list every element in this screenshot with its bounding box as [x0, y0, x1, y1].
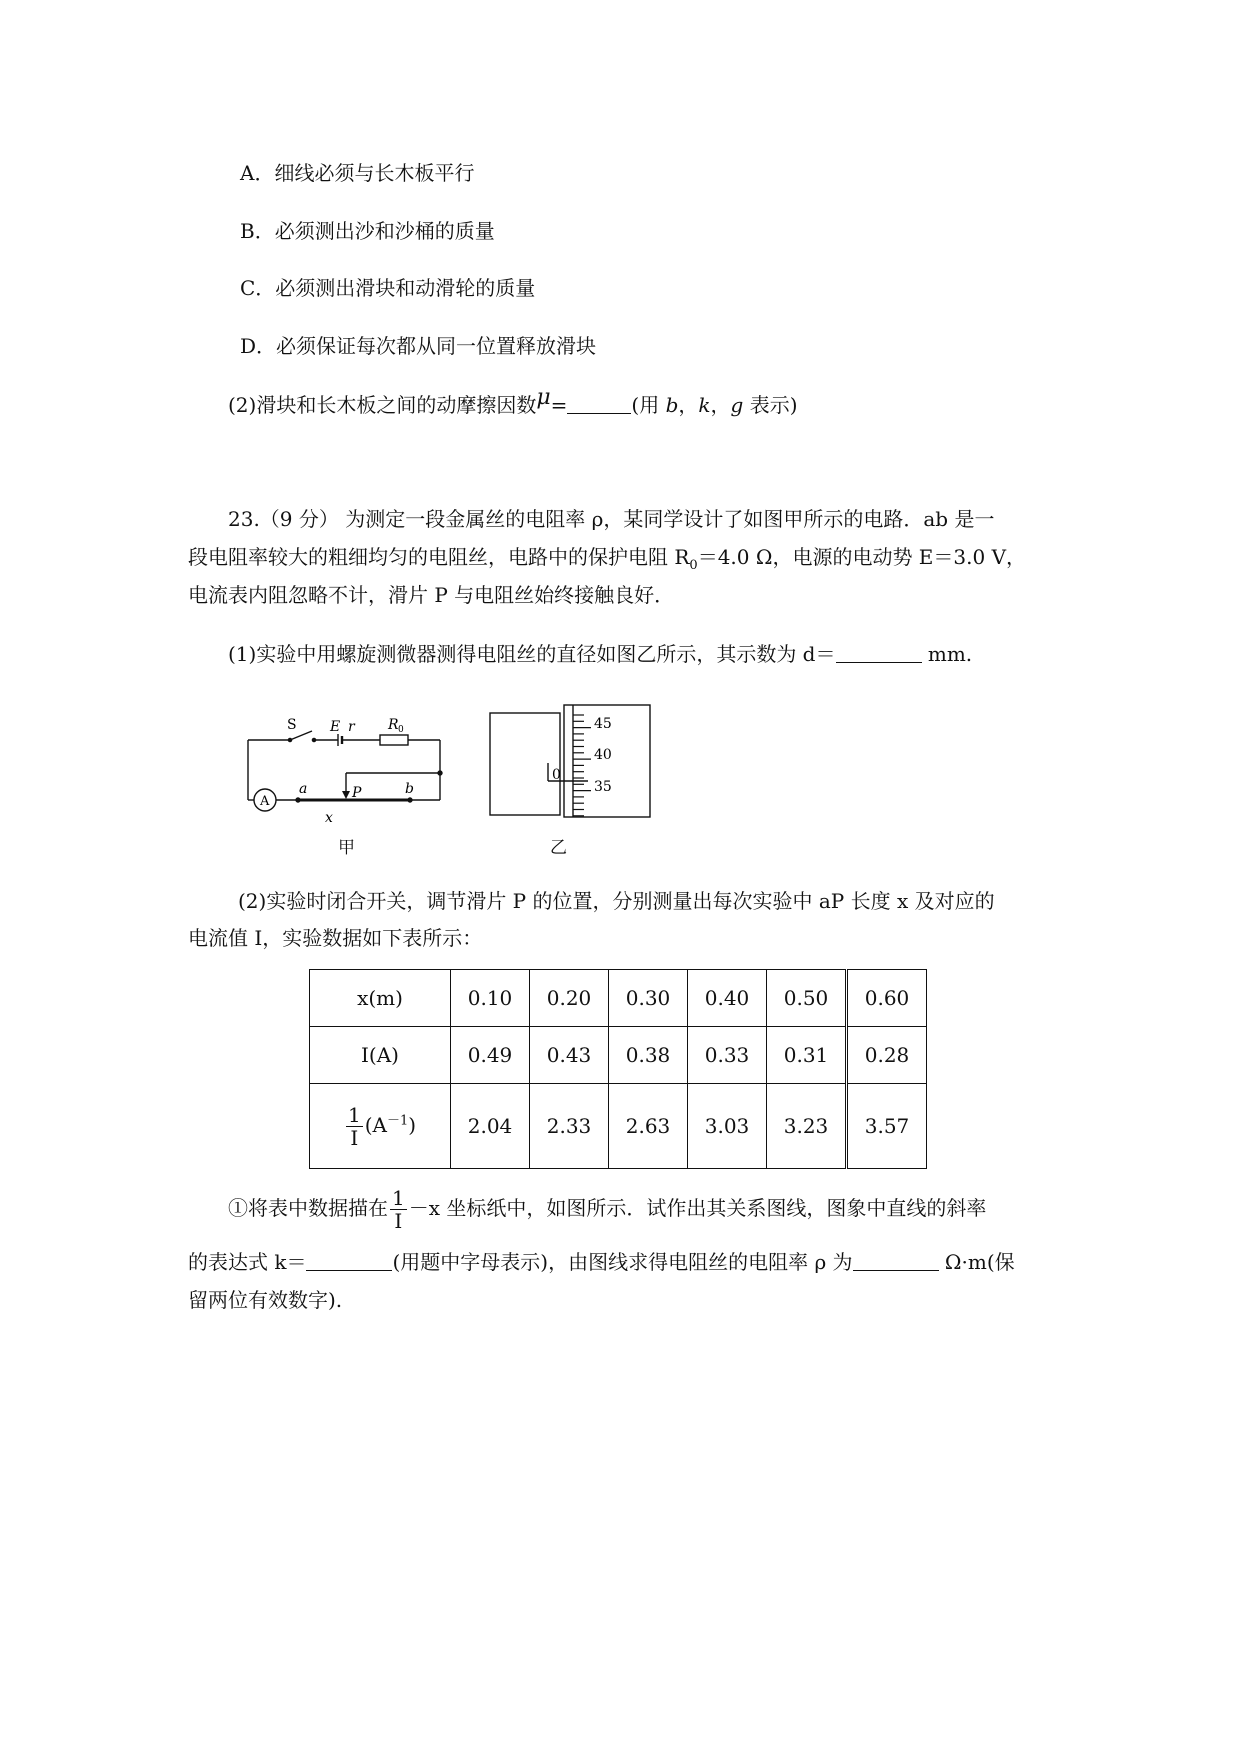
fraction-denominator: I — [394, 1209, 403, 1233]
label-e: E — [330, 719, 341, 735]
table-cell: 0.28 — [847, 1027, 927, 1084]
sleeve-zero-label: 0 — [552, 767, 561, 783]
label-a: a — [299, 781, 308, 797]
unit-text: (A — [364, 1112, 387, 1137]
label-p: P — [352, 785, 362, 801]
table-cell: 0.20 — [530, 970, 609, 1027]
tail-line1-a: ①将表中数据描在 — [228, 1196, 388, 1220]
table-cell: 0.40 — [688, 970, 767, 1027]
answer-blank-rho[interactable] — [853, 1252, 939, 1271]
var-b: b — [665, 393, 679, 417]
table-cell: 0.31 — [767, 1027, 847, 1084]
table-cell: 0.10 — [451, 970, 530, 1027]
label-r0-sub: 0 — [398, 725, 404, 735]
label-x: x — [325, 810, 333, 826]
fraction-numerator: 1 — [392, 1186, 405, 1210]
answer-blank-k[interactable] — [306, 1252, 392, 1271]
r0-subscript: 0 — [689, 558, 698, 573]
unit-close: ) — [408, 1112, 417, 1137]
q23-part1-b: mm. — [921, 642, 973, 666]
var-k: k — [698, 393, 711, 417]
option-a: A．细线必须与长木板平行 — [240, 161, 475, 185]
label-r: r — [348, 719, 355, 735]
option-c: C．必须测出滑块和动滑轮的质量 — [240, 276, 536, 300]
fraction-denominator: I — [350, 1125, 359, 1150]
separator: ， — [678, 393, 699, 417]
ammeter-symbol: A — [260, 794, 270, 809]
option-b: B．必须测出沙和沙桶的质量 — [240, 219, 495, 243]
thimble-label-35: 35 — [594, 779, 612, 795]
tail-line2-c: Ω·m(保 — [938, 1250, 1015, 1274]
table-cell: 3.23 — [767, 1084, 847, 1169]
q23-line2-b: ＝4.0 Ω，电源的电动势 E＝3.0 V， — [697, 545, 1027, 569]
q22-part2-text: (2)滑块和长木板之间的动摩擦因数 — [228, 393, 537, 417]
table-cell: 2.33 — [530, 1084, 609, 1169]
micrometer-diagram — [488, 703, 658, 818]
q23-part1 — [228, 642, 972, 666]
var-g: g — [730, 393, 744, 417]
option-d: D．必须保证每次都从同一位置释放滑块 — [240, 334, 597, 358]
tail-line2-b: (用题中字母表示)，由图线求得电阻丝的电阻率 ρ 为 — [392, 1250, 853, 1274]
table-cell: 3.03 — [688, 1084, 767, 1169]
caption-jia: 甲 — [338, 838, 355, 858]
unit-superscript: －1 — [386, 1112, 409, 1128]
table-header-inverse-i — [310, 1084, 451, 1169]
table-cell: 2.63 — [609, 1084, 688, 1169]
q23-part1-a: (1)实验中用螺旋测微器测得电阻丝的直径如图乙所示，其示数为 d＝ — [228, 642, 836, 666]
label-b: b — [405, 781, 414, 797]
label-r0: R — [388, 717, 399, 733]
table-cell: 0.30 — [609, 970, 688, 1027]
q23-line2-a: 段电阻率较大的粗细均匀的电阻丝，电路中的保护电阻 R — [188, 545, 690, 569]
equals-sign: = — [550, 393, 568, 417]
table-row — [310, 1084, 927, 1169]
table-cell: 3.57 — [847, 1084, 927, 1169]
q23-line2 — [188, 545, 1026, 578]
tail-line1 — [228, 1183, 986, 1233]
fraction-numerator: 1 — [347, 1102, 361, 1127]
q23-line3: 电流表内阻忽略不计，滑片 P 与电阻丝始终接触良好． — [188, 583, 675, 607]
table-row — [310, 970, 927, 1027]
mu-symbol: μ — [536, 385, 551, 410]
q23-part2-line2: 电流值 I，实验数据如下表所示： — [188, 926, 483, 950]
thimble-label-40: 40 — [594, 747, 612, 763]
table-cell: 0.49 — [451, 1027, 530, 1084]
table-cell: 0.43 — [530, 1027, 609, 1084]
q22-part2-close: 表示) — [743, 393, 798, 417]
q23-part2-line1: (2)实验时闭合开关，调节滑片 P 的位置，分别测量出每次实验中 aP 长度 x 及对应的 — [238, 889, 995, 913]
q22-part2 — [228, 385, 798, 418]
q22-part2-open: (用 — [631, 393, 666, 417]
fraction-one-over-i — [346, 1104, 363, 1149]
table-header-x: x(m) — [310, 970, 451, 1027]
circuit-diagram — [240, 705, 455, 840]
table-cell: 0.33 — [688, 1027, 767, 1084]
tail-line2 — [188, 1250, 1015, 1274]
table-cell: 0.60 — [847, 970, 927, 1027]
answer-blank-d[interactable] — [836, 644, 922, 663]
data-table — [309, 969, 927, 1169]
tail-line3: 留两位有效数字). — [188, 1288, 343, 1312]
separator: ， — [710, 393, 731, 417]
table-cell: 0.38 — [609, 1027, 688, 1084]
tail-line2-a: 的表达式 k＝ — [188, 1250, 307, 1274]
table-header-i: I(A) — [310, 1027, 451, 1084]
fraction-one-over-i — [390, 1187, 407, 1232]
tail-line1-b: －x 坐标纸中，如图所示．试作出其关系图线，图象中直线的斜率 — [408, 1196, 987, 1220]
table-row — [310, 1027, 927, 1084]
answer-blank-mu[interactable] — [567, 395, 631, 414]
thimble-label-45: 45 — [594, 716, 612, 732]
caption-yi: 乙 — [550, 838, 567, 858]
table-cell: 2.04 — [451, 1084, 530, 1169]
table-cell: 0.50 — [767, 970, 847, 1027]
label-s: S — [287, 717, 297, 733]
q23-line1: 23.（9 分） 为测定一段金属丝的电阻率 ρ，某同学设计了如图甲所示的电路．ab 是一 — [228, 507, 995, 531]
